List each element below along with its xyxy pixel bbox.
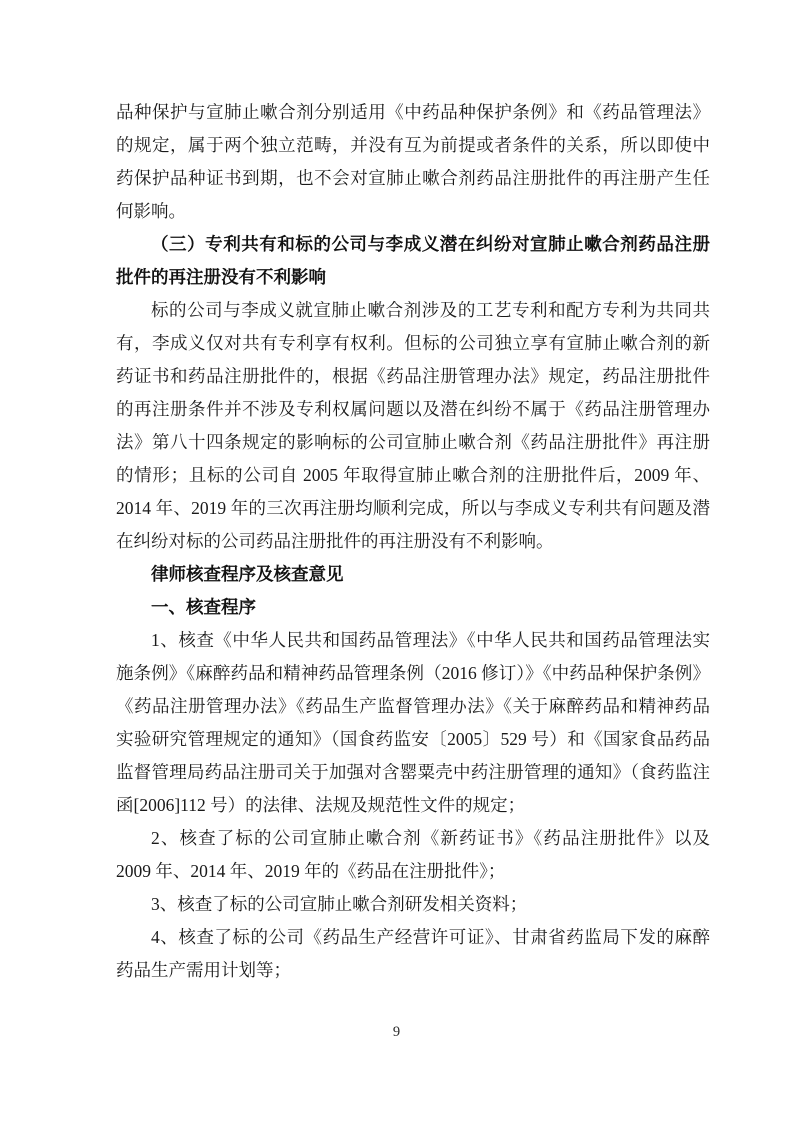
paragraph-patent-co-ownership: 标的公司与李成义就宣肺止嗽合剂涉及的工艺专利和配方专利为共同共有，李成义仅对共有专利享有权利。但标的公司独立享有宣肺止嗽合剂的新药证书和药品注册批件的，根据《药品注册管理办法》规定，药品注册批件的再注册条件并不涉及专利权属问题以及潜在纠纷不属于《药品注册管理办法》第八十四条规定的影响标的公司宣肺止嗽合剂《药品注册批件》再注册的情形；且标的公司自 2005 年取得宣肺止嗽合剂的注册批件后，2009 年、2014 年、2019 年的三次再注册均顺利完成，所以与李成义专利共有问题及潜在纠纷对标的公司药品注册批件的再注册没有不利影响。 [116, 300, 710, 551]
heading-lawyer-verification: 律师核查程序及核查意见 [151, 564, 344, 584]
document-body [116, 96, 710, 987]
procedure-item-2: 2、核查了标的公司宣肺止嗽合剂《新药证书》《药品注册批件》以及 2009 年、2014 年、2019 年的《药品在注册批件》； [116, 828, 710, 881]
page-number: 9 [392, 1024, 401, 1040]
procedure-item-3: 3、核查了标的公司宣肺止嗽合剂研发相关资料； [151, 894, 528, 914]
page-footer [0, 1022, 793, 1042]
heading-patent-co-ownership: （三）专利共有和标的公司与李成义潜在纠纷对宣肺止嗽合剂药品注册批件的再注册没有不利影响 [116, 234, 710, 287]
procedure-item-1: 1、核查《中华人民共和国药品管理法》《中华人民共和国药品管理法实施条例》《麻醉药品和精神药品管理条例（2016 修订）》《中药品种保护条例》《药品注册管理办法》《药品生产监督管理办法》《关于麻醉药品和精神药品实验研究管理规定的通知》（国食药监安〔2005〕529 号）和《国家食品药品监督管理局药品注册司关于加强对含罂粟壳中药注册管理的通知》（食药监注函[2006]112 号）的法律、法规及规范性文件的规定； [116, 630, 710, 815]
heading-verification-procedure: 一、核查程序 [151, 597, 256, 617]
continuation-paragraph: 品种保护与宣肺止嗽合剂分别适用《中药品种保护条例》和《药品管理法》的规定，属于两个独立范畴，并没有互为前提或者条件的关系，所以即使中药保护品种证书到期，也不会对宣肺止嗽合剂药品注册批件的再注册产生任何影响。 [116, 102, 710, 221]
procedure-item-4: 4、核查了标的公司《药品生产经营许可证》、甘肃省药监局下发的麻醉药品生产需用计划等； [116, 927, 710, 980]
